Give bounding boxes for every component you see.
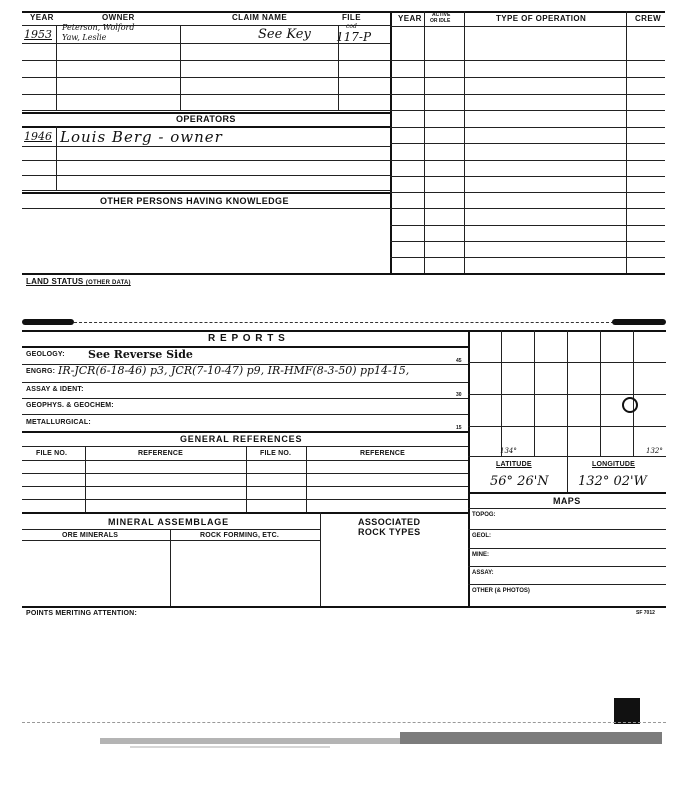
- latitude-label: LATITUDE: [496, 461, 532, 468]
- claim-name-value: See Key: [258, 27, 311, 42]
- assay-label: ASSAY & IDENT:: [26, 386, 84, 393]
- reports-row-line: [22, 382, 468, 383]
- type-operation-header: TYPE OF OPERATION: [496, 14, 587, 23]
- owner-row-line: [22, 110, 390, 111]
- activity-row-line: [390, 241, 665, 242]
- general-references-title: GENERAL REFERENCES: [180, 434, 303, 444]
- associated-rock-title-1: ASSOCIATED: [358, 517, 421, 527]
- maps-topog: TOPOG:: [472, 512, 496, 518]
- gen-ref-row-line: [22, 499, 468, 500]
- owner-name-1: Peterson, Wolford: [62, 23, 135, 32]
- scan-noise: [130, 746, 330, 748]
- maps-row-line: [468, 529, 666, 530]
- grid-line: [468, 362, 666, 363]
- maps-row-line: [468, 584, 666, 585]
- reports-row-line: [22, 398, 468, 399]
- grid-line: [633, 330, 634, 456]
- mineral-header-rule: [22, 529, 320, 530]
- active-header-2: OR IDLE: [430, 18, 451, 24]
- activity-row-line: [390, 192, 665, 193]
- gen-ref-row-line: [22, 486, 468, 487]
- engrg-value: IR-JCR(6-18-46) p3, JCR(7-10-47) p9, IR-HMF(8-3-50) pp14-15,: [58, 364, 410, 377]
- activity-col-divider: [464, 11, 465, 273]
- mineral-assemblage-title: MINERAL ASSEMBLAGE: [108, 517, 229, 527]
- maps-rule: [468, 508, 666, 509]
- geophys-label: GEOPHYS. & GEOCHEM:: [26, 402, 114, 409]
- margin-number: 45: [456, 358, 462, 364]
- other-persons-rule: [22, 192, 390, 194]
- lat-long-divider: [567, 456, 568, 492]
- activity-year-header: YEAR: [398, 14, 422, 23]
- activity-row-line: [390, 225, 665, 226]
- activity-row-line: [390, 160, 665, 161]
- file-header: FILE: [342, 13, 361, 22]
- top-border: [22, 11, 390, 13]
- gen-ref-rule: [22, 446, 468, 447]
- activity-row-line: [390, 110, 665, 111]
- owner-col-divider: [338, 25, 339, 110]
- activity-col-divider: [626, 11, 627, 273]
- mineral-col-divider: [320, 512, 321, 606]
- activity-row-line: [390, 257, 665, 258]
- owner-row-year: 1953: [24, 28, 52, 41]
- points-meriting-label: POINTS MERITING ATTENTION:: [26, 610, 137, 617]
- margin-number: 30: [456, 392, 462, 398]
- mineral-header-rule: [22, 540, 320, 541]
- activity-row-line: [390, 208, 665, 209]
- margin-number: 15: [456, 425, 462, 431]
- owner-row-line: [22, 60, 390, 61]
- longitude-label: LONGITUDE: [592, 461, 636, 468]
- maps-row-line: [468, 566, 666, 567]
- activity-bottom-border: [390, 273, 665, 275]
- geology-value: See Reverse Side: [88, 348, 193, 361]
- gen-ref-col-divider: [306, 446, 307, 512]
- grid-corner-left: 134°: [500, 447, 517, 455]
- operator-year: 1946: [24, 130, 52, 143]
- maps-row-line: [468, 548, 666, 549]
- land-status-label: LAND STATUS (OTHER DATA): [26, 277, 131, 286]
- operator-row-line: [22, 160, 390, 161]
- owner-row-line: [22, 77, 390, 78]
- gen-ref-rule: [22, 431, 468, 433]
- activity-row-line: [390, 94, 665, 95]
- gen-ref-col-divider: [85, 446, 86, 512]
- reports-top-border: [22, 330, 468, 332]
- owner-row-line: [22, 43, 390, 44]
- maps-assay: ASSAY:: [472, 570, 494, 576]
- activity-col-divider: [424, 11, 425, 273]
- gen-ref-file-header: FILE NO.: [36, 450, 68, 457]
- scan-smudge: [22, 319, 74, 325]
- crew-header: CREW: [635, 14, 662, 23]
- scan-registration-mark: [614, 698, 640, 724]
- geology-label: GEOLOGY:: [26, 351, 65, 358]
- activity-row-line: [390, 176, 665, 177]
- form-number: SF 7012: [636, 610, 655, 616]
- gen-ref-row-line: [22, 473, 468, 474]
- owner-header: OWNER: [102, 13, 135, 22]
- section-divider: [390, 11, 392, 273]
- operator-row-line: [22, 146, 390, 147]
- land-status-rule: [22, 273, 390, 275]
- grid-line: [534, 330, 535, 456]
- gen-ref-reference-header: REFERENCE: [138, 450, 183, 457]
- scan-noise: [22, 722, 666, 723]
- owner-col-divider: [56, 25, 57, 110]
- reports-title: R E P O R T S: [208, 333, 286, 344]
- gen-ref-file-header: FILE NO.: [260, 450, 292, 457]
- gen-ref-reference-header: REFERENCE: [360, 450, 405, 457]
- grid-line: [567, 330, 568, 456]
- grid-line: [600, 330, 601, 456]
- separator-rule: [74, 322, 614, 323]
- reports-row-line: [22, 414, 468, 415]
- owner-name-2: Yaw, Leslie: [62, 33, 107, 42]
- bottom-form-border: [22, 606, 666, 608]
- operator-row-line: [22, 190, 390, 191]
- year-header: YEAR: [30, 13, 54, 22]
- engrg-label: ENGRG:: [26, 368, 56, 375]
- maps-mine: MINE:: [472, 552, 489, 558]
- owner-row-line: [22, 94, 390, 95]
- mineral-rule: [22, 512, 468, 514]
- operator-name: Louis Berg - owner: [60, 128, 223, 146]
- scan-smudge: [612, 319, 666, 325]
- operator-row-line: [22, 175, 390, 176]
- grid-line: [468, 394, 666, 395]
- maps-title: MAPS: [553, 496, 581, 506]
- file-value: 117-P: [336, 30, 372, 44]
- activity-row-line: [390, 60, 665, 61]
- activity-row-line: [390, 143, 665, 144]
- activity-row-line: [390, 127, 665, 128]
- latitude-value: 56° 26'N: [490, 474, 549, 489]
- gen-ref-col-divider: [246, 446, 247, 512]
- maps-other: OTHER (& PHOTOS): [472, 588, 530, 594]
- other-persons-title: OTHER PERSONS HAVING KNOWLEDGE: [100, 196, 289, 206]
- operators-title: OPERATORS: [176, 114, 236, 124]
- file-top-note: cod: [346, 23, 357, 30]
- other-persons-rule: [22, 208, 390, 209]
- active-header-1: ACTIVE: [432, 12, 451, 18]
- grid-line: [501, 330, 502, 456]
- mineral-col-divider: [170, 529, 171, 606]
- operator-col-divider: [56, 126, 57, 190]
- owner-col-divider: [180, 25, 181, 110]
- scan-noise: [400, 732, 662, 744]
- metallurgical-label: METALLURGICAL:: [26, 419, 91, 426]
- gen-ref-row-line: [22, 460, 468, 461]
- maps-rule: [468, 492, 666, 494]
- grid-corner-right: 132°: [646, 447, 663, 455]
- scan-noise: [100, 738, 400, 744]
- ore-minerals-header: ORE MINERALS: [62, 532, 119, 539]
- maps-geol: GEOL:: [472, 533, 491, 539]
- activity-header-rule: [390, 26, 665, 27]
- longitude-value: 132° 02'W: [578, 474, 647, 489]
- grid-line: [468, 426, 666, 427]
- associated-rock-title-2: ROCK TYPES: [358, 527, 421, 537]
- rock-forming-header: ROCK FORMING, ETC.: [200, 532, 280, 539]
- location-divider: [468, 330, 470, 606]
- activity-row-line: [390, 77, 665, 78]
- location-marker-icon: [622, 397, 638, 413]
- claim-name-header: CLAIM NAME: [232, 13, 288, 22]
